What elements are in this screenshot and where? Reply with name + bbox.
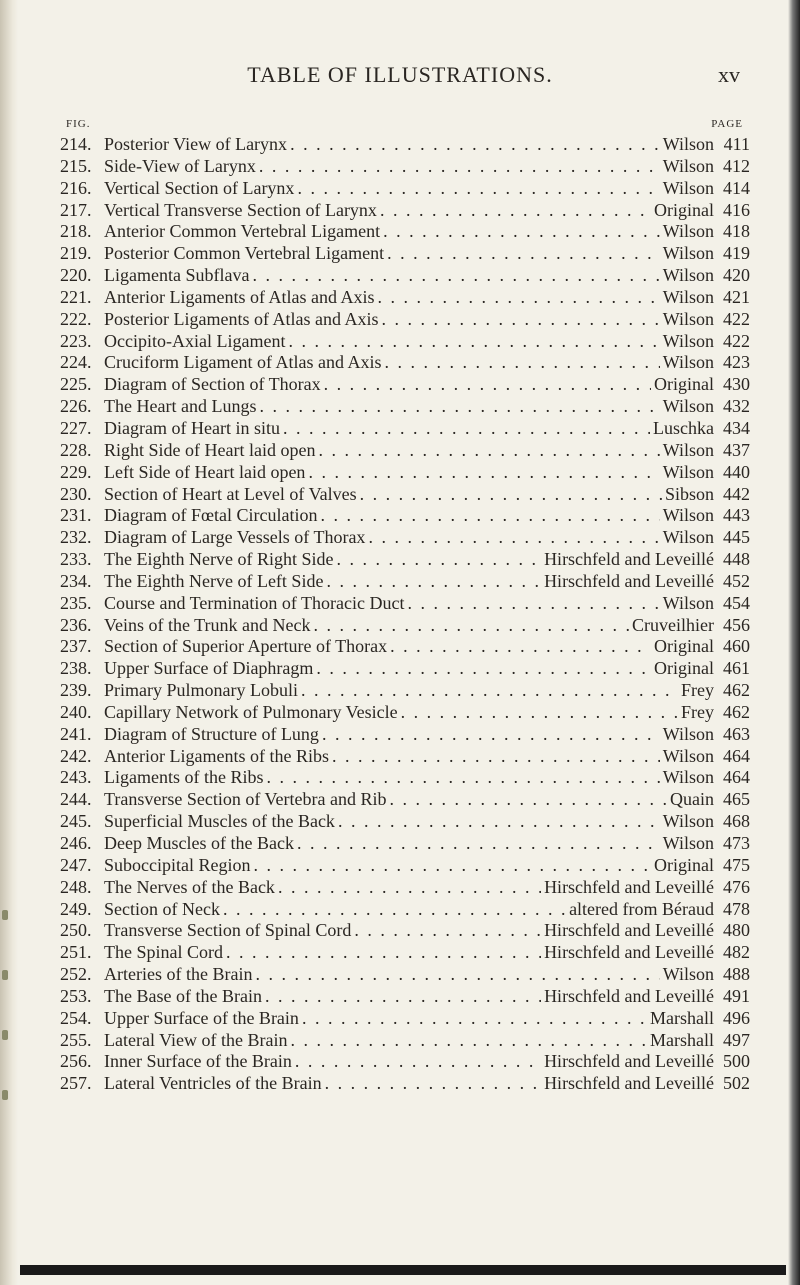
figure-number: 240. <box>60 701 92 722</box>
illustration-title: Side-View of Larynx <box>104 155 256 176</box>
illustration-title: Ligamenta Subflava <box>104 265 250 286</box>
figure-number: 223. <box>60 330 92 351</box>
list-item <box>60 549 750 571</box>
page-number: 411 <box>723 134 750 154</box>
figure-number: 241. <box>60 723 92 744</box>
illustration-source: Wilson <box>662 461 714 482</box>
page-number: 421 <box>723 286 750 307</box>
figure-number: 248. <box>60 876 92 897</box>
figure-number: 239. <box>60 680 92 701</box>
dot-leader <box>377 287 659 309</box>
dot-leader <box>326 571 541 593</box>
illustration-title: Anterior Ligaments of Atlas and Axis <box>104 286 375 307</box>
dot-leader <box>259 156 660 178</box>
illustration-source: Hirschfeld and Leveillé <box>544 920 714 941</box>
page-number: 482 <box>723 942 750 963</box>
figure-number: 243. <box>60 767 92 788</box>
figure-number: 217. <box>60 199 92 220</box>
figure-number: 249. <box>60 898 92 919</box>
illustration-source: Wilson <box>662 330 714 351</box>
illustration-title: Suboccipital Region <box>104 854 251 875</box>
dot-leader <box>381 309 659 331</box>
illustration-title: Diagram of Section of Thorax <box>104 374 321 395</box>
list-item <box>60 265 750 287</box>
dot-leader <box>255 964 659 986</box>
illustration-title: The Spinal Cord <box>104 942 223 963</box>
list-item <box>60 877 750 899</box>
illustration-source: Wilson <box>662 265 714 286</box>
page-number: 480 <box>723 920 750 941</box>
list-item <box>60 767 750 789</box>
list-item <box>60 1030 750 1052</box>
margin-marks <box>2 900 14 1200</box>
page-number: 430 <box>723 374 750 395</box>
illustration-source: Marshall <box>650 1007 714 1028</box>
illustration-title: Diagram of Structure of Lung <box>104 723 319 744</box>
list-item <box>60 309 750 331</box>
list-item <box>60 899 750 921</box>
illustration-title: Upper Surface of the Brain <box>104 1007 299 1028</box>
list-item <box>60 221 750 243</box>
page-number: 422 <box>723 330 750 351</box>
illustration-title: The Nerves of the Back <box>104 876 275 897</box>
list-item <box>60 374 750 396</box>
dot-leader <box>265 986 541 1008</box>
dot-leader <box>297 833 660 855</box>
list-item <box>60 462 750 484</box>
illustration-title: Left Side of Heart laid open <box>104 461 306 482</box>
list-item <box>60 200 750 222</box>
figure-number: 238. <box>60 658 92 679</box>
figure-number: 245. <box>60 811 92 832</box>
illustration-source: Luschka <box>653 417 714 438</box>
illustration-title: Lateral Ventricles of the Brain <box>104 1073 322 1094</box>
figure-number: 225. <box>60 374 92 395</box>
page-number: 464 <box>723 767 750 788</box>
list-item <box>60 287 750 309</box>
list-item <box>60 920 750 942</box>
page-column-label: PAGE <box>711 118 743 130</box>
page-number: 437 <box>723 439 750 460</box>
figure-number: 214. <box>60 134 92 154</box>
illustration-title: Posterior Common Vertebral Ligament <box>104 243 385 264</box>
list-item <box>60 964 750 986</box>
illustration-title: The Eighth Nerve of Left Side <box>104 570 324 591</box>
illustration-source: Wilson <box>662 811 714 832</box>
margin-mark <box>2 970 8 980</box>
illustration-title: The Heart and Lungs <box>104 396 257 417</box>
page-number: 414 <box>723 177 750 198</box>
list-item <box>60 134 750 156</box>
illustration-source: Marshall <box>650 1029 714 1050</box>
list-item <box>60 527 750 549</box>
illustration-source: Hirschfeld and Leveillé <box>544 876 714 897</box>
page-number: 419 <box>723 243 750 264</box>
illustration-source: Wilson <box>662 221 714 242</box>
illustration-source: Original <box>654 199 714 220</box>
figure-number: 256. <box>60 1051 92 1072</box>
illustration-title: Anterior Ligaments of the Ribs <box>104 745 329 766</box>
illustration-source: Hirschfeld and Leveillé <box>544 570 714 591</box>
dot-leader <box>380 200 651 222</box>
list-item <box>60 1008 750 1030</box>
list-item <box>60 724 750 746</box>
illustration-title: Upper Surface of Diaphragm <box>104 658 314 679</box>
figure-number: 257. <box>60 1073 92 1094</box>
list-item <box>60 942 750 964</box>
page-bottom-edge <box>20 1265 786 1275</box>
dot-leader <box>324 374 651 396</box>
illustration-source: Hirschfeld and Leveillé <box>544 549 714 570</box>
dot-leader <box>383 221 660 243</box>
illustration-source: Quain <box>670 789 714 810</box>
illustration-source: Frey <box>681 680 714 701</box>
figure-number: 221. <box>60 286 92 307</box>
margin-mark <box>2 1030 8 1040</box>
page-number: 454 <box>723 592 750 613</box>
page-number: 491 <box>723 985 750 1006</box>
list-item <box>60 615 750 637</box>
illustration-source: Wilson <box>662 308 714 329</box>
page-number: 412 <box>723 155 750 176</box>
margin-mark <box>2 1090 8 1100</box>
illustration-title: The Base of the Brain <box>104 985 262 1006</box>
page-number: 488 <box>723 964 750 985</box>
figure-number: 216. <box>60 177 92 198</box>
illustration-source: Original <box>654 658 714 679</box>
figure-number: 236. <box>60 614 92 635</box>
illustration-title: Deep Muscles of the Back <box>104 833 294 853</box>
illustration-title: Section of Superior Aperture of Thorax <box>104 636 388 657</box>
figure-number: 246. <box>60 833 92 853</box>
illustration-title: Diagram of Fœtal Circulation <box>104 505 318 526</box>
illustration-title: Posterior View of Larynx <box>104 134 288 154</box>
illustration-title: Course and Termination of Thoracic Duct <box>104 592 405 613</box>
page-number: 500 <box>723 1051 750 1072</box>
list-item <box>60 484 750 506</box>
figure-number: 254. <box>60 1007 92 1028</box>
illustration-source: Hirschfeld and Leveillé <box>544 942 714 963</box>
dot-leader <box>354 920 541 942</box>
page-number: 496 <box>723 1007 750 1028</box>
dot-leader <box>308 462 659 484</box>
illustration-title: Section of Heart at Level of Valves <box>104 483 357 504</box>
page-number: 460 <box>723 636 750 657</box>
fig-column-label: FIG. <box>66 118 91 130</box>
illustration-title: Section of Neck <box>104 898 220 919</box>
illustration-title: Superficial Muscles of the Back <box>104 811 335 832</box>
page-number: 416 <box>723 199 750 220</box>
illustration-source: Wilson <box>662 527 714 548</box>
figure-number: 244. <box>60 789 92 810</box>
illustration-source: Wilson <box>662 177 714 198</box>
list-item <box>60 331 750 353</box>
page-number: 462 <box>723 701 750 722</box>
list-item <box>60 1051 750 1073</box>
dot-leader <box>368 527 659 549</box>
illustration-source: Wilson <box>662 505 714 526</box>
figure-number: 228. <box>60 439 92 460</box>
list-item <box>60 156 750 178</box>
list-item <box>60 593 750 615</box>
page-number: 443 <box>723 505 750 526</box>
page-right-edge <box>788 0 800 1285</box>
figure-number: 226. <box>60 396 92 417</box>
page-number: 502 <box>723 1073 750 1094</box>
illustration-source: Original <box>654 636 714 657</box>
figure-number: 247. <box>60 854 92 875</box>
figure-number: 220. <box>60 265 92 286</box>
dot-leader <box>297 178 659 200</box>
page-number: 473 <box>723 833 750 853</box>
list-item <box>60 811 750 833</box>
figure-number: 255. <box>60 1029 92 1050</box>
list-item <box>60 658 750 680</box>
list-item <box>60 1073 750 1095</box>
figure-number: 252. <box>60 964 92 985</box>
list-item <box>60 855 750 877</box>
illustration-title: Lateral View of the Brain <box>104 1029 288 1050</box>
illustration-source: Wilson <box>662 767 714 788</box>
illustration-source: Wilson <box>662 833 714 853</box>
list-item <box>60 746 750 768</box>
illustration-title: Cruciform Ligament of Atlas and Axis <box>104 352 382 373</box>
illustration-source: Hirschfeld and Leveillé <box>544 1073 714 1094</box>
figure-number: 237. <box>60 636 92 657</box>
page-number: 442 <box>723 483 750 504</box>
page-number: 475 <box>723 854 750 875</box>
list-item <box>60 396 750 418</box>
dot-leader <box>259 396 659 418</box>
figure-number: 219. <box>60 243 92 264</box>
figure-number: 215. <box>60 155 92 176</box>
page-number: 462 <box>723 680 750 701</box>
page-number: 445 <box>723 527 750 548</box>
figure-number: 253. <box>60 985 92 1006</box>
figure-number: 232. <box>60 527 92 548</box>
illustration-title: Occipito-Axial Ligament <box>104 330 286 351</box>
dot-leader <box>278 877 541 899</box>
figure-number: 227. <box>60 417 92 438</box>
list-item <box>60 178 750 200</box>
dot-leader <box>301 680 678 702</box>
dot-leader <box>408 593 660 615</box>
list-item <box>60 243 750 265</box>
dot-leader <box>313 615 629 637</box>
illustration-source: Wilson <box>662 396 714 417</box>
page-number: 440 <box>723 461 750 482</box>
illustration-title: Primary Pulmonary Lobuli <box>104 680 298 701</box>
page-number: 423 <box>723 352 750 373</box>
dot-leader <box>288 331 659 353</box>
list-item <box>60 505 750 527</box>
page-number: 418 <box>723 221 750 242</box>
dot-leader <box>338 811 660 833</box>
figure-number: 234. <box>60 570 92 591</box>
figure-number: 235. <box>60 592 92 613</box>
figure-number: 222. <box>60 308 92 329</box>
list-item <box>60 789 750 811</box>
page-number: 463 <box>723 723 750 744</box>
page-number: 464 <box>723 745 750 766</box>
illustration-title: Posterior Ligaments of Atlas and Axis <box>104 308 379 329</box>
illustration-title: Transverse Section of Vertebra and Rib <box>104 789 387 810</box>
page-numeral: xv <box>718 62 740 87</box>
figure-number: 224. <box>60 352 92 373</box>
illustration-title: Ligaments of the Ribs <box>104 767 264 788</box>
page-number: 497 <box>723 1029 750 1050</box>
page-number: 465 <box>723 789 750 810</box>
page-number: 456 <box>723 614 750 635</box>
illustration-source: Wilson <box>662 745 714 766</box>
illustration-list <box>60 134 750 1095</box>
dot-leader <box>252 265 659 287</box>
illustration-source: Wilson <box>662 134 714 154</box>
illustration-source: Wilson <box>662 592 714 613</box>
dot-leader <box>318 440 659 462</box>
page-number: 452 <box>723 570 750 591</box>
figure-number: 242. <box>60 745 92 766</box>
illustration-source: Wilson <box>662 439 714 460</box>
list-item <box>60 986 750 1008</box>
illustration-source: Wilson <box>662 964 714 985</box>
figure-number: 230. <box>60 483 92 504</box>
dot-leader <box>336 549 541 571</box>
illustration-title: Diagram of Heart in situ <box>104 417 280 438</box>
illustration-title: Arteries of the Brain <box>104 964 253 985</box>
list-item <box>60 702 750 724</box>
illustration-title: Anterior Common Vertebral Ligament <box>104 221 381 242</box>
illustration-title: Vertical Transverse Section of Larynx <box>104 199 377 220</box>
running-header <box>0 62 800 92</box>
dot-leader <box>360 484 662 506</box>
dot-leader <box>283 418 650 440</box>
list-item <box>60 636 750 658</box>
dot-leader <box>390 636 651 658</box>
page-number: 476 <box>723 876 750 897</box>
illustration-source: Wilson <box>662 723 714 744</box>
figure-number: 251. <box>60 942 92 963</box>
illustration-source: Cruveilhier <box>632 614 714 635</box>
illustration-source: Hirschfeld and Leveillé <box>544 1051 714 1072</box>
figure-number: 233. <box>60 549 92 570</box>
illustration-title: Transverse Section of Spinal Cord <box>104 920 352 941</box>
dot-leader <box>322 724 660 746</box>
dot-leader <box>295 1051 541 1073</box>
illustration-source: Original <box>654 854 714 875</box>
illustration-title: Diagram of Large Vessels of Thorax <box>104 527 366 548</box>
page-number: 420 <box>723 265 750 286</box>
illustration-source: Wilson <box>662 352 714 373</box>
dot-leader <box>387 243 660 265</box>
list-item <box>60 833 750 855</box>
dot-leader <box>389 789 667 811</box>
figure-number: 218. <box>60 221 92 242</box>
dot-leader <box>253 855 651 877</box>
figure-number: 250. <box>60 920 92 941</box>
dot-leader <box>290 134 660 156</box>
dot-leader <box>316 658 651 680</box>
list-item <box>60 440 750 462</box>
page-number: 468 <box>723 811 750 832</box>
page-title: TABLE OF ILLUSTRATIONS. <box>247 62 553 87</box>
dot-leader <box>325 1073 541 1095</box>
page-number: 432 <box>723 396 750 417</box>
illustration-title: The Eighth Nerve of Right Side <box>104 549 334 570</box>
margin-mark <box>2 910 8 920</box>
figure-number: 231. <box>60 505 92 526</box>
dot-leader <box>320 505 659 527</box>
page-number: 478 <box>723 898 750 919</box>
illustration-source: Frey <box>681 701 714 722</box>
page-number: 461 <box>723 658 750 679</box>
list-item <box>60 352 750 374</box>
illustration-source: Original <box>654 374 714 395</box>
illustration-title: Veins of the Trunk and Neck <box>104 614 311 635</box>
dot-leader <box>291 1030 648 1052</box>
illustration-source: Wilson <box>662 243 714 264</box>
page-number: 434 <box>723 417 750 438</box>
illustration-title: Right Side of Heart laid open <box>104 439 316 460</box>
illustration-source: Wilson <box>662 155 714 176</box>
illustration-source: Wilson <box>662 286 714 307</box>
dot-leader <box>266 767 659 789</box>
figure-number: 229. <box>60 461 92 482</box>
page-number: 422 <box>723 308 750 329</box>
dot-leader <box>223 899 566 921</box>
dot-leader <box>384 352 659 374</box>
dot-leader <box>226 942 541 964</box>
dot-leader <box>302 1008 647 1030</box>
illustration-source: Sibson <box>664 483 714 504</box>
dot-leader <box>332 746 660 768</box>
illustration-source: altered from Béraud <box>569 898 714 919</box>
illustration-title: Capillary Network of Pulmonary Vesicle <box>104 701 398 722</box>
dot-leader <box>401 702 678 724</box>
list-item <box>60 418 750 440</box>
illustration-source: Hirschfeld and Leveillé <box>544 985 714 1006</box>
page-number: 448 <box>723 549 750 570</box>
list-item <box>60 680 750 702</box>
illustration-title: Inner Surface of the Brain <box>104 1051 292 1072</box>
illustration-title: Vertical Section of Larynx <box>104 177 295 198</box>
list-item <box>60 571 750 593</box>
